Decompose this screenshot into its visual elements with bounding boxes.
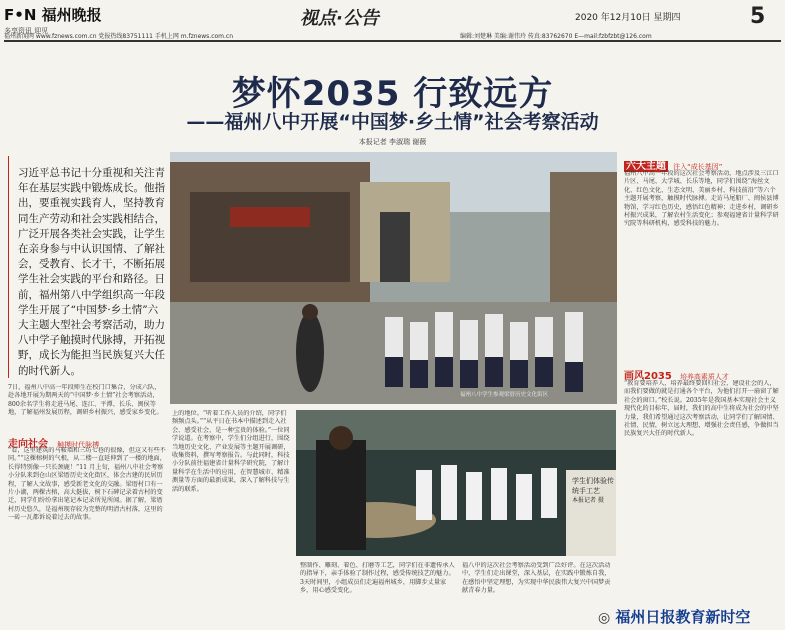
photo2-caption-credit: 本报记者 摄 (572, 497, 604, 504)
issue-date: 2020 年12月10日 星期四 (575, 13, 681, 23)
watermark (596, 606, 752, 627)
contact-bar: 福州新闻网 www.fznews.com.cn 党报热线83751111 手机上网 m.fznews.com.cn (4, 33, 234, 40)
editor-line: 编辑:刘楚琳 美编:谢伟玲 传真:83762670 E—mail:fzbfzbt@126.com (460, 33, 652, 40)
right-section1-subtitle: 注入“成长基因” (673, 163, 723, 171)
section1-title: 走向社会 (8, 439, 48, 450)
article-byline: 本报记者 李淑瑞 谢薇 (358, 138, 427, 146)
photo2-caption-text: 学生们体验传统手工艺 (572, 477, 614, 495)
col1-intro: 7日，福州八中高一年段师生在校门口集合，分成六队，赴各地开展为期两天的“中国梦·乡土情”社会考察活动，800余名学生将走进马尾、连江、平潭、长乐、闽侯等地，了解福州发展历程，调研乡村振兴，感受家乡变化。 (8, 384, 163, 417)
header-rule (4, 40, 781, 42)
article-title: 梦怀2035 行致远方 (231, 74, 554, 114)
newspaper-logo: F•N 福州晚报 (4, 6, 102, 24)
col1-body: “看，这里建筑的马鞍墙和三坊七巷的很像，但这又有些不同。”“这棵榕树的气根，从二楼一直延伸到了一楼的地面，长得特别像一只长颈鹿！”11 月上旬，福州八中社会考察小分队来到仓山区梁厝历史文化街区，体会古建的民居历程，了解人文故事，感受新老文化的交融。梁厝村口有一片小湖，两棵古榕，高大挺拔，树下石碑记录着古村的变迁，同学们纷纷拿出笔记本记录所见所闻。据了解，梁厝村历史悠久，是福州现存较为完整的明清古村落，这里的一砖一瓦都诉说着过去的故事。 (8, 447, 166, 522)
watermark-text: 福州日报教育新时空 (615, 608, 751, 626)
right-section2-subtitle: 培养高素质人才 (679, 373, 729, 381)
photo-illustration (170, 152, 617, 404)
section-title: 视点·公告 (300, 8, 379, 29)
photo-students-village (170, 152, 617, 404)
photo2-caption (572, 476, 614, 506)
right-col-body1: 福州八中高一年段的这次社会考察活动，地点涉及三江口片区、马尾、大学城、长乐等地，同学们围绕“海丝文化、红色文化、生态文明、美丽乡村、科技前沿”等六个主题开展考察，触摸时代脉搏。走访马尾船厂、闽侯县博物馆，学习红色历史，感悟红色精神；走进乡村，调研乡村振兴成果，了解农村生活变化；参观福建省计量科学研究院等科研机构，感受科技的魅力。 (624, 170, 779, 228)
section1-subtitle: 触摸时代脉搏 (57, 441, 100, 449)
photo-handicraft (296, 410, 616, 556)
article-subtitle: ——福州八中开展“中国梦·乡土情”社会考察活动 (186, 111, 599, 133)
wechat-icon: ◎ (598, 610, 611, 626)
col3-body: 整制作、雕刻、着色、打磨等工艺，同学们在非遗传承人的指导下，亲手体验了制作过程，感受传统技艺的魅力。3天时间里，小组成员们走遍福州城乡，用脚步丈量家乡，用心感受变化。 (300, 562, 455, 595)
photo2-illustration (296, 410, 616, 556)
right-section2-title: 画风2035 (624, 371, 672, 382)
masthead-sub: 多享资讯 迎见 (4, 27, 49, 35)
right-col-body2: “教育要培养人，培养最终要回归社会、建设社会的人，而我们要做的就是打通各个平台，为他们打开一扇窗了解社会的窗口。”校长说。2035年是我国基本实现社会主义现代化的目标年，届时，我们的高中生将成为社会的中坚力量，我们希望通过这次考察活动，让同学们了解国情、社情、民情，树立远大理想，增强社会责任感，争做担当民族复兴大任的时代新人。 (624, 380, 779, 438)
col2-body: 上的地位。“听着工作人员的介绍，同学们频频点头。”“从平日在书本中描述到走入社会、感受社会，是一种宝贵的体验。”一位同学说道。在考察中，学生们分组进行，围绕当地历史文化、产业发展等主题开展调研，收集资料，撰写考察报告。与此同时，科技小分队前往福建省计量科学研究院，了解计量科学在生活中的应用，在智慧城市、精准测量等方面的最新成果，深入了解科技与生活的联系。 (172, 410, 290, 493)
page-number: 5 (750, 4, 766, 29)
lede-paragraph: 习近平总书记十分重视和关注青年在基层实践中锻炼成长。他指出，要重视实践育人，坚持教育同生产劳动和社会实践相结合，广泛开展各类社会实践，让学生在亲身参与中认识国情、了解社会，受教育、长才干，不断拓展学生社会实践的平台和路径。日前，福州第八中学组织高一年段学生开展了“中国梦·乡土情”六大主题大型社会考察活动，助力八中学子触摸时代脉搏，开拓视野，成长为能担当民族复兴大任的时代新人。 (18, 167, 165, 377)
right-section1-title: 六大主题 (626, 161, 666, 172)
col4-body: 福八中的这次社会考察活动受到广泛好评。在这次活动中，学生们走出课堂，深入基层，在实践中锻炼自我，在感悟中坚定理想，为实现中华民族伟大复兴中国梦贡献青春力量。 (462, 562, 611, 595)
photo1-caption: 福州八中学生参观梁厝历史文化街区 (460, 392, 549, 398)
